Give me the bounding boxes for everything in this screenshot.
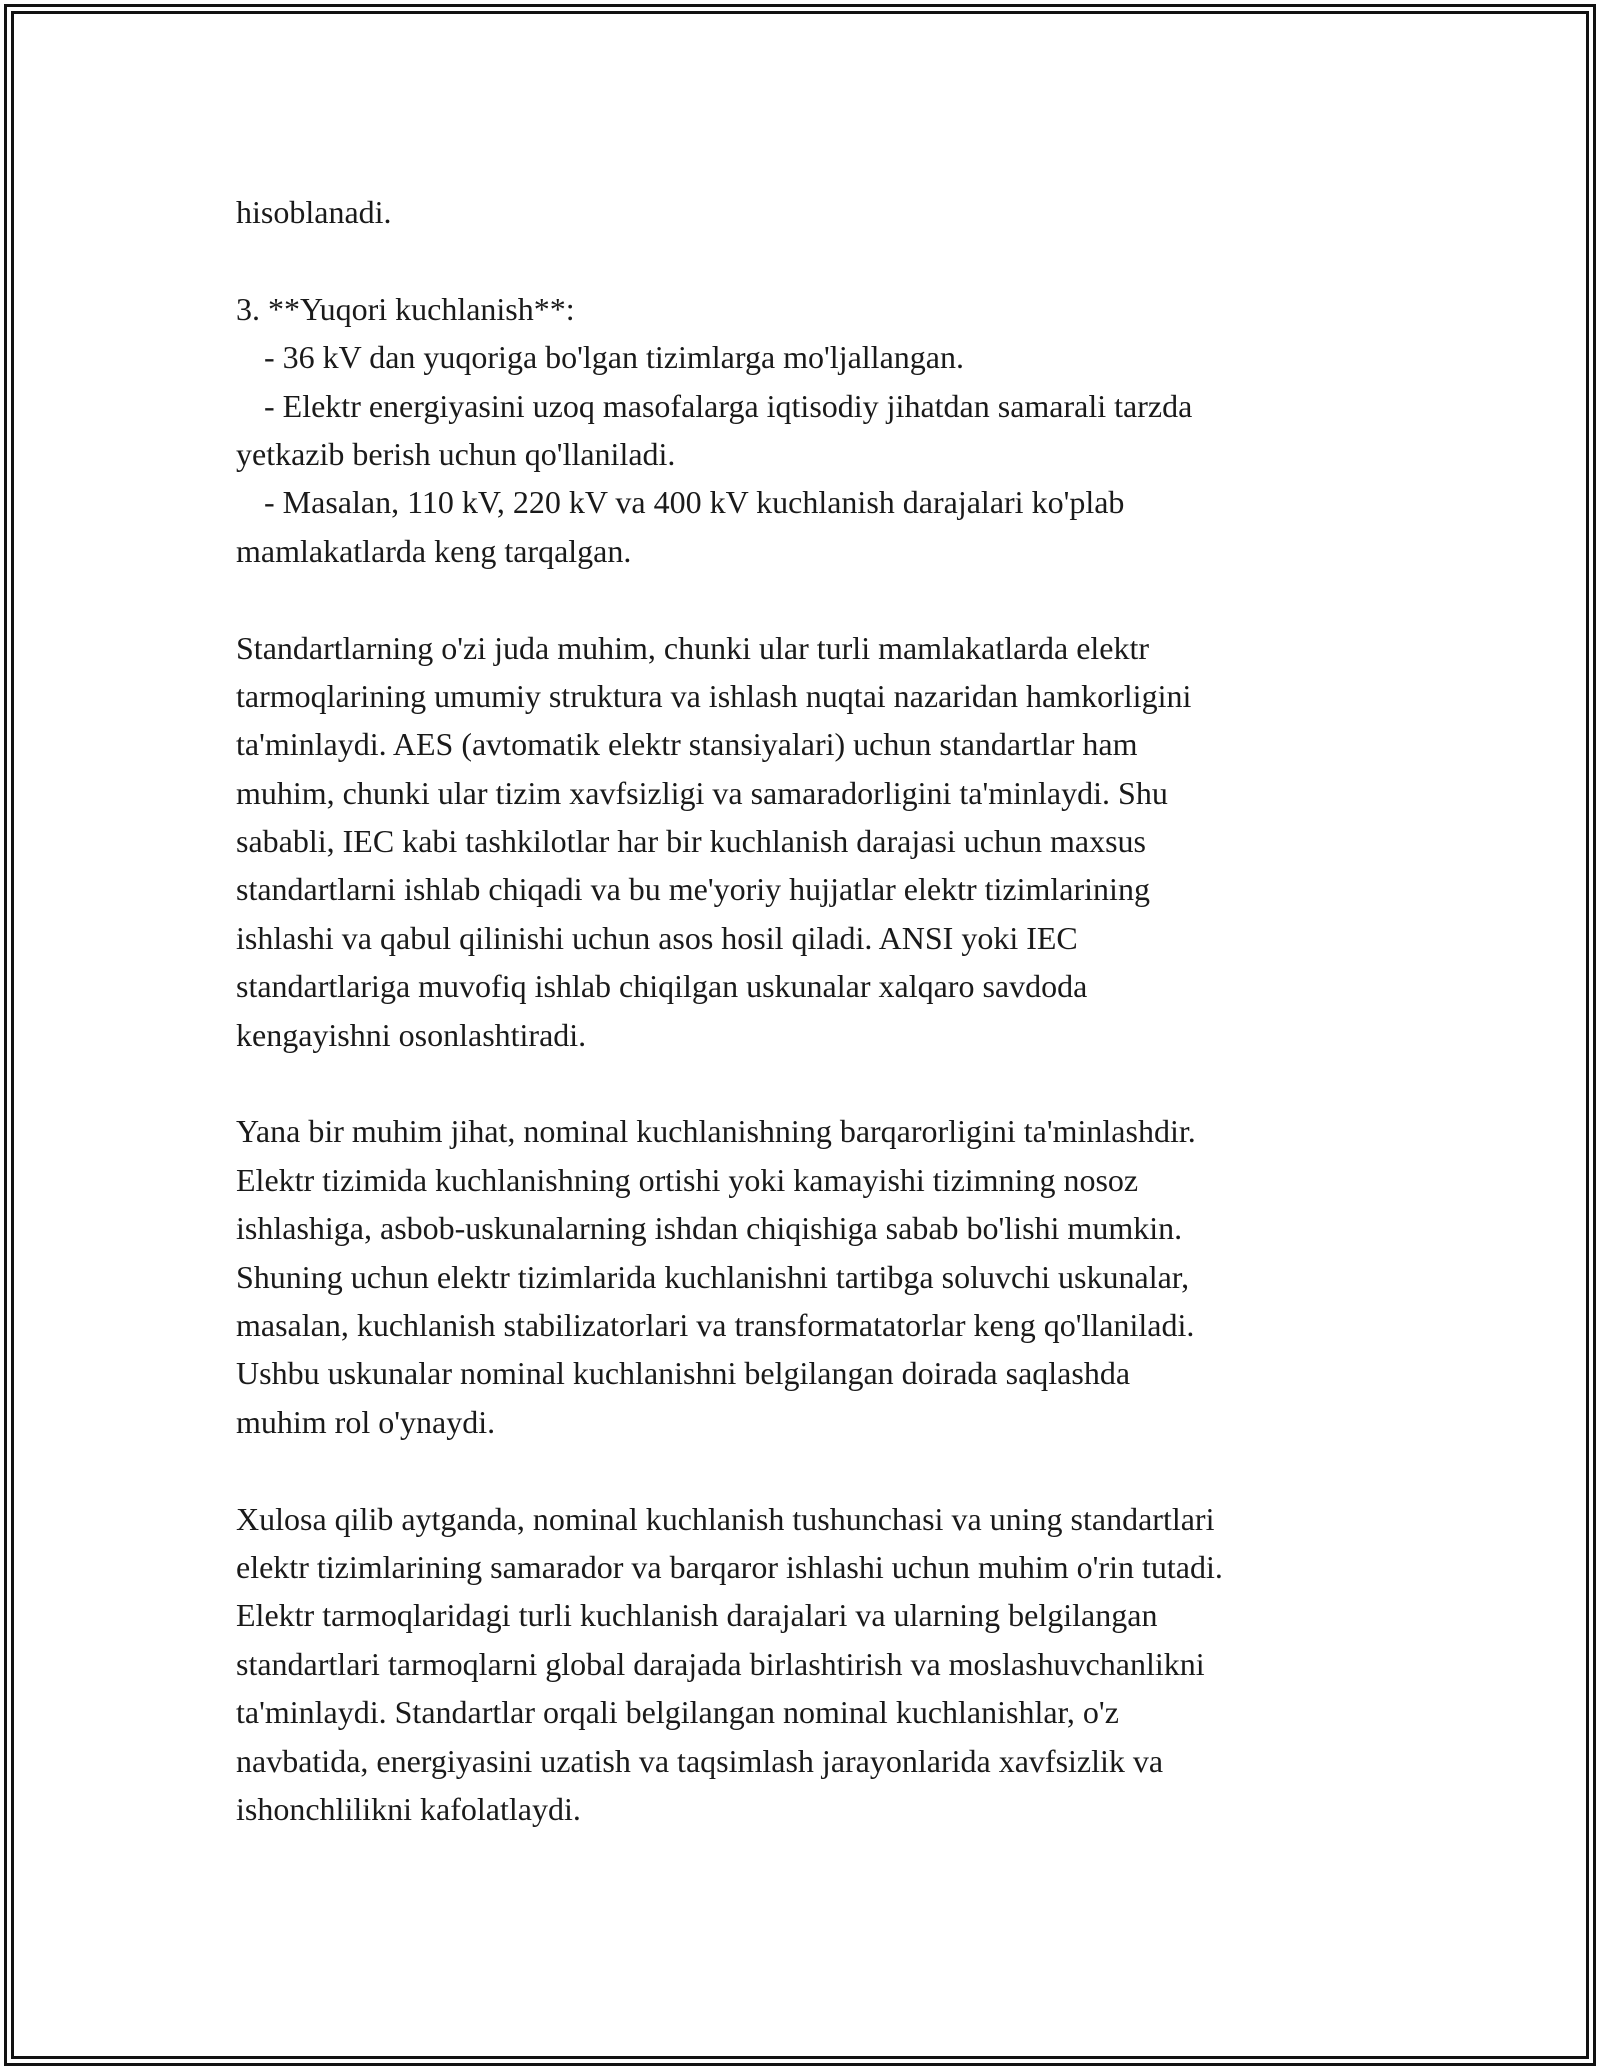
paragraph-line: navbatida, energiyasini uzatish va taqsimlash jarayonlarida xavfsizlik va xyxy=(236,1742,1164,1779)
bullet-line-continuation: mamlakatlarda keng tarqalgan. xyxy=(236,532,632,569)
paragraph-gap xyxy=(236,575,1366,623)
paragraph-line: Elektr tarmoqlaridagi turli kuchlanish darajalari va ularning belgilangan xyxy=(236,1597,1158,1634)
paragraph-line: muhim rol o'ynaydi. xyxy=(236,1403,496,1440)
paragraph-line: ta'minlaydi. Standartlar orqali belgilangan nominal kuchlanishlar, o'z xyxy=(236,1694,1119,1731)
paragraph-line: Elektr tizimida kuchlanishning ortishi yoki kamayishi tizimning nosoz xyxy=(236,1161,1139,1198)
bullet-line-continuation: yetkazib berish uchun qo'llaniladi. xyxy=(236,435,676,472)
paragraph-line: standartlari tarmoqlarni global darajada birlashtirish va moslashuvchanlikni xyxy=(236,1645,1205,1682)
paragraph-line: kengayishni osonlashtiradi. xyxy=(236,1016,587,1053)
document-body xyxy=(236,188,1366,1833)
paragraph-line: standartlariga muvofiq ishlab chiqilgan uskunalar xalqaro savdoda xyxy=(236,968,1088,1005)
section-3 xyxy=(236,285,1366,575)
paragraph-line: tarmoqlarining umumiy struktura va ishlash nuqtai nazaridan hamkorligini xyxy=(236,677,1192,714)
paragraph-line: Yana bir muhim jihat, nominal kuchlanishning barqarorligini ta'minlashdir. xyxy=(236,1113,1196,1150)
paragraph-line: masalan, kuchlanish stabilizatorlari va transformatatorlar keng qo'llaniladi. xyxy=(236,1306,1195,1343)
paragraph-standards xyxy=(236,624,1366,1060)
paragraph-line: standartlarni ishlab chiqadi va bu me'yoriy hujjatlar elektr tizimlarining xyxy=(236,871,1150,908)
paragraph-line: Shuning uchun elektr tizimlarida kuchlanishni tartibga soluvchi uskunalar, xyxy=(236,1258,1190,1295)
paragraph-line: muhim, chunki ular tizim xavfsizligi va samaradorligini ta'minlaydi. Shu xyxy=(236,774,1168,811)
paragraph-gap xyxy=(236,1059,1366,1107)
paragraph-line: ta'minlaydi. AES (avtomatik elektr stansiyalari) uchun standartlar ham xyxy=(236,726,1138,763)
paragraph-line: elektr tizimlarining samarador va barqaror ishlashi uchun muhim o'rin tutadi. xyxy=(236,1548,1223,1585)
bullet-line: - 36 kV dan yuqoriga bo'lgan tizimlarga mo'ljallangan. xyxy=(264,339,964,376)
paragraph-line: ishonchlilikni kafolatlaydi. xyxy=(236,1790,581,1827)
paragraph-line: Standartlarning o'zi juda muhim, chunki ular turli mamlakatlarda elektr xyxy=(236,629,1150,666)
paragraph-line: ishlashiga, asbob-uskunalarning ishdan chiqishiga sabab bo'lishi mumkin. xyxy=(236,1210,1183,1247)
paragraph-line: Xulosa qilib aytganda, nominal kuchlanish tushunchasi va uning standartlari xyxy=(236,1500,1215,1537)
paragraph-conclusion xyxy=(236,1495,1366,1834)
bullet-line: - Masalan, 110 kV, 220 kV va 400 kV kuchlanish darajalari ko'plab xyxy=(264,484,1125,521)
intro-tail-text: hisoblanadi. xyxy=(236,194,392,230)
paragraph-line: ishlashi va qabul qilinishi uchun asos hosil qiladi. ANSI yoki IEC xyxy=(236,919,1078,956)
section-3-heading: 3. **Yuqori kuchlanish**: xyxy=(236,290,575,327)
paragraph-stability xyxy=(236,1107,1366,1446)
paragraph-line: sababli, IEC kabi tashkilotlar har bir kuchlanish darajasi uchun maxsus xyxy=(236,823,1146,860)
paragraph-gap xyxy=(236,236,1366,284)
paragraph-gap xyxy=(236,1446,1366,1494)
bullet-line: - Elektr energiyasini uzoq masofalarga iqtisodiy jihatdan samarali tarzda xyxy=(264,387,1193,424)
paragraph-line: Ushbu uskunalar nominal kuchlanishni belgilangan doirada saqlashda xyxy=(236,1355,1131,1392)
